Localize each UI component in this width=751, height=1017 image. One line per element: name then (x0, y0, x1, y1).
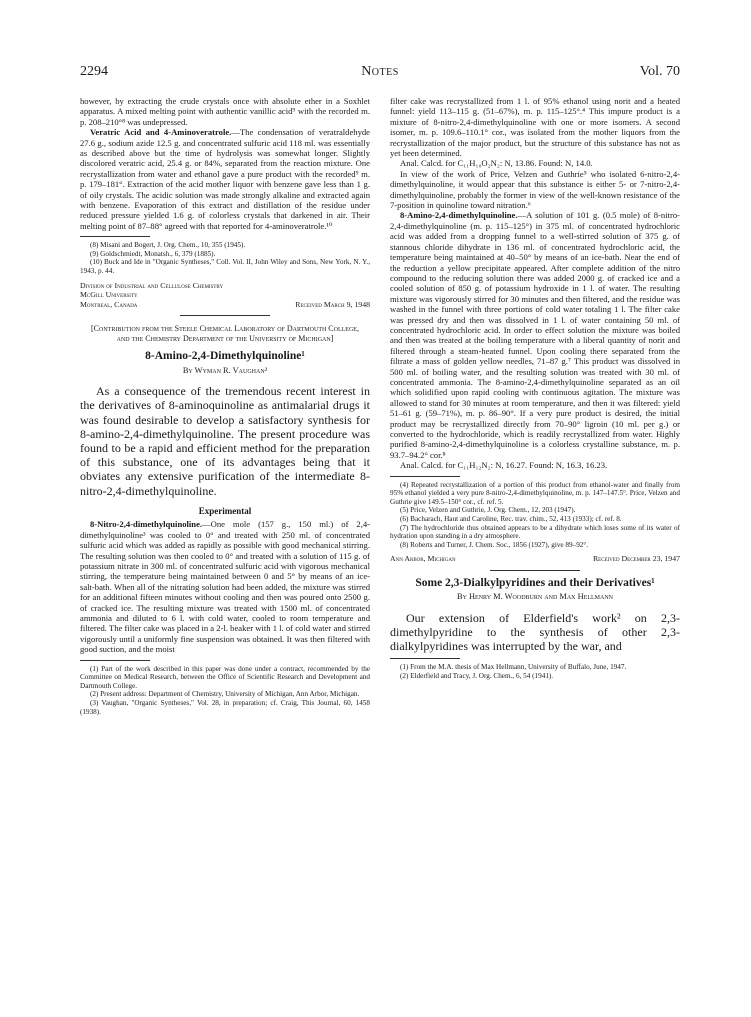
byline: By Henry M. Woodburn and Max Hellmann (457, 592, 613, 602)
footnote: (2) Present address: Department of Chemistry, University of Michigan, Ann Arbor, Michigan. (90, 690, 360, 699)
footnote-rule (80, 236, 150, 237)
subheading: 8-Nitro-2,4-dimethylquinoline. (90, 519, 203, 530)
subheading: 8-Amino-2,4-dimethylquinoline. (400, 210, 518, 221)
paragraph-body: —One mole (157 g., 150 ml.) of 2,4-dimethylquinoline³ was cooled to 0° and treated with 250 ml. of concentrated sulfuric acid which was added as rapidly as possible with good mechanical stirring. The resulting solution was then cooled to 0° and treated with a solution of 115 g. of potassium nitrate in 300 ml. of concentrated sulfuric acid with vigorous mechanical stirring, the temperature being maintained between 0 and 5° by means of an ice-salt-bath. When all of the nitrating solution had been added, the mixture was stirred for an additional fifteen minutes without cooling and then was poured onto 2500 g. of cracked ice. The resulting mixture was treated with 1500 ml. of concentrated ammonia and diluted to 6 l. with cold water, cooled to room temperature and filtered. The filter cake was placed in a 2-l. beaker with 1 l. of cold water and stirred vigorously until a uniformly fine suspension was obtained. It was then filtered with good suction, and the moist (80, 519, 370, 655)
byline: By Wyman R. Vaughan² (182, 365, 268, 375)
article-title: Some 2,3-Dialkylpyridines and their Derivatives¹ (415, 576, 655, 589)
footnote: (8) Roberts and Turner, J. Chem. Soc., 1856 (1927), give 89–92°. (400, 540, 589, 549)
paragraph-body: —The condensation of veratraldehyde 27.6 g., sodium azide 12.5 g. and concentrated sulfuric acid 118 ml. was essentially as described above but the time of hydrolysis was somewhat longer. Slightly discolored veratric acid, 25.4 g. or 84%, separated from the reaction mixture. One recrystallization from water and ethanol gave a pure product with the recorded⁹ m. p. 179–181°. Extraction of the acid mother liquor with benzene gave less than 1 g. of oily crystals. The acidic solution was made strongly alkaline and extracted again with benzene. Evaporation of this extract and distillation of the residue under reduced pressure yielded 1.6 g. of colorless crystals that darkened in air. Their melting point of 87–88° agreed with that reported for 4-aminoveratrole.¹⁰ (80, 127, 370, 231)
paragraph (390, 210, 680, 460)
footnote: (3) Vaughan, "Organic Syntheses," Vol. 28, in preparation; cf. Craig, This Journal, 60, 1458 (1938). (80, 698, 370, 716)
page-number: 2294 (80, 64, 108, 79)
paragraph: In view of the work of Price, Velzen and Guthrie⁵ who isolated 6-nitro-2,4-dimethylquinoline, it would appear that this substance is either 5- or 7-nitro-2,4-dimethylquinoline, probably the former in view of the well-known resistance of the 7-position in quinoline toward nitration.⁶ (390, 168, 680, 211)
intro-paragraph: As a consequence of the tremendous recent interest in the derivatives of 8-aminoquinoline as antimalarial drugs it was found desirable to develop a satisfactory synthesis for 8-amino-2,4-dimethylquinoline. The present procedure was found to be a rapid and efficient method for the preparation of this substance, one of its advantages being that it obviates any extensive purification of the intermediate 8-nitro-2,4-dimethylquinoline. (80, 384, 370, 498)
affiliation-line: McGill University (80, 290, 138, 300)
running-header (80, 64, 680, 84)
footnote: (1) From the M.A. thesis of Max Hellmann, University of Buffalo, June, 1947. (400, 663, 627, 672)
analysis-line: Anal. Calcd. for C₁₁H₁₀O₂N₂: N, 13.86. Found: N, 14.0. (400, 158, 593, 169)
footnote: (8) Misani and Bogert, J. Org. Chem., 10, 355 (1945). (90, 241, 246, 250)
received-date: Received March 9, 1948 (295, 299, 370, 309)
article-divider (180, 315, 270, 316)
affiliation (80, 281, 370, 310)
footnote: (7) The hydrochloride thus obtained appears to be a dihydrate which loses some of its water of hydration upon standing in a dry atmosphere. (390, 523, 680, 541)
right-column (390, 96, 680, 681)
intro-block (390, 611, 680, 654)
paragraph (80, 519, 370, 654)
affiliation-line: Ann Arbor, Michigan (390, 554, 456, 564)
footnote: (6) Bacharach, Haut and Caroline, Rec. trav. chim., 52, 413 (1933); cf. ref. 8. (400, 515, 622, 523)
paragraph: however, by extracting the crude crystals once with absolute ether in a Soxhlet apparatus. A mixed melting point with authentic vanillic acid⁹ with the recorded m. p. 208–210°⁸ was undepressed. (80, 96, 370, 127)
footnote: (5) Price, Velzen and Guthrie, J. Org. Chem., 12, 203 (1947). (400, 506, 576, 515)
affiliation-line: Division of Industrial and Cellulose Chemistry (80, 280, 224, 290)
footnote-rule (80, 660, 150, 661)
affiliation-line: Montreal, Canada (80, 299, 138, 309)
footnote: (1) Part of the work described in this paper was done under a contract, recommended by the Committee on Medical Research, between the Office of Scientific Research and Development and Dartmouth College. (80, 664, 370, 690)
volume-label: Vol. 70 (639, 64, 680, 79)
article-divider (490, 570, 580, 571)
footnote: (4) Repeated recrystallization of a portion of this product from ethanol-water and finally from 95% ethanol yielded a very pure 8-nitro-2,4-dimethylquinoline, m. p. 147–147.5°. Price, Velzen and Guthrie give 149.5–150° cor., cf. ref. 5. (390, 480, 680, 506)
footnote-rule (390, 658, 460, 659)
left-column (80, 96, 370, 716)
analysis-line: Anal. Calcd. for C₁₁H₁₂N₂: N, 16.27. Found: N, 16.3, 16.23. (400, 460, 608, 471)
article-title: 8-Amino-2,4-Dimethylquinoline¹ (145, 350, 305, 363)
contribution-note: [Contribution from the Steele Chemical Laboratory of Dartmouth College, and the Chemistry Department of the University of Michigan] (91, 324, 359, 344)
intro-block (80, 384, 370, 498)
paragraph: filter cake was recrystallized from 1 l. of 95% ethanol using norit and a heated funnel: yield 113–115 g. (51–67%), m. p. 115–125°.⁴ This impure product is a mixture of 8-nitro-2,4-dimethylquinoline with one or more isomers. A second isomer, m. p. 109.6–110.1° cor., was isolated from the mother liquors from the recrystallization of the major product, but the structure of this substance has not as yet been determined. (390, 96, 680, 159)
section-heading: Experimental (198, 505, 252, 516)
footnote: (9) Goldschmiedt, Monatsh., 6, 379 (1885). (90, 249, 216, 258)
footnote: (2) Elderfield and Tracy, J. Org. Chem., 6, 54 (1941). (400, 671, 554, 680)
paragraph (80, 127, 370, 231)
running-title: Notes (361, 64, 399, 79)
subheading: Veratric Acid and 4-Aminoveratrole. (90, 127, 232, 138)
affiliation (390, 554, 680, 564)
received-date: Received December 23, 1947 (592, 554, 680, 564)
intro-paragraph: Our extension of Elderfield's work² on 2,3-dimethylpyridine to the synthesis of other 2,3-dialkylpyridines was interrupted by the war, and (390, 610, 680, 654)
footnote: (10) Buck and Ide in "Organic Syntheses," Coll. Vol. II, John Wiley and Sons, New York, N. Y., 1943, p. 44. (80, 258, 370, 276)
footnote-rule (390, 476, 460, 477)
paragraph-body: —A solution of 101 g. (0.5 mole) of 8-nitro-2,4-dimethylquinoline (m. p. 115–125°) in 375 ml. of concentrated hydrochloric acid was added from a dropping funnel to a well-stirred solution of 375 g. of stannous chloride dihydrate in 136 ml. of concentrated hydrochloric acid, the temperature being maintained at 40–50° by means of an ice-bath. Near the end of the reduction a yellow precipitate appeared. After complete addition of the nitro compound to the reducing solution there was added 2000 g. of cracked ice and a cooled solution of 850 g. of potassium hydroxide in 1 l. of water. The resulting mixture was vigorously stirred for 30 minutes and then filtered, and the residue was washed in the funnel with three portions of cold water totaling 1 l. The filter cake was pressed dry and then was dissolved in 1 l. of water containing 50 ml. of concentrated hydrochloric acid. In order to effect solution the mixture was boiled and then was treated at the boiling temperature with a liberal quantity of norit and filtered through a steam-heated funnel. Upon cooling there separated from the filtrate a mass of golden yellow needles, 71–87 g.⁷ This product was dissolved in 500 ml. of boiling water, and the resulting solution was treated with 30 ml. of concentrated ammonia. The 8-amino-2,4-dimethylquinoline separated as an oil which solidified upon rapid cooling with continuous agitation. The mixture was allowed to stand for 30 minutes at room temperature, and then it was filtered: yield 51–61 g. (59–71%), m. p. 86–90°. If a very pure product is desired, the initial product may be recrystallized directly from 70–90° ligroin (10 ml. per g.) or converted to the hydrochloride, which is readily recrystallized from water. Highly purified 8-amino-2,4-dimethylquinoline is a colorless crystalline substance, m. p. 93.7–94.2° cor.⁸ (390, 210, 680, 460)
